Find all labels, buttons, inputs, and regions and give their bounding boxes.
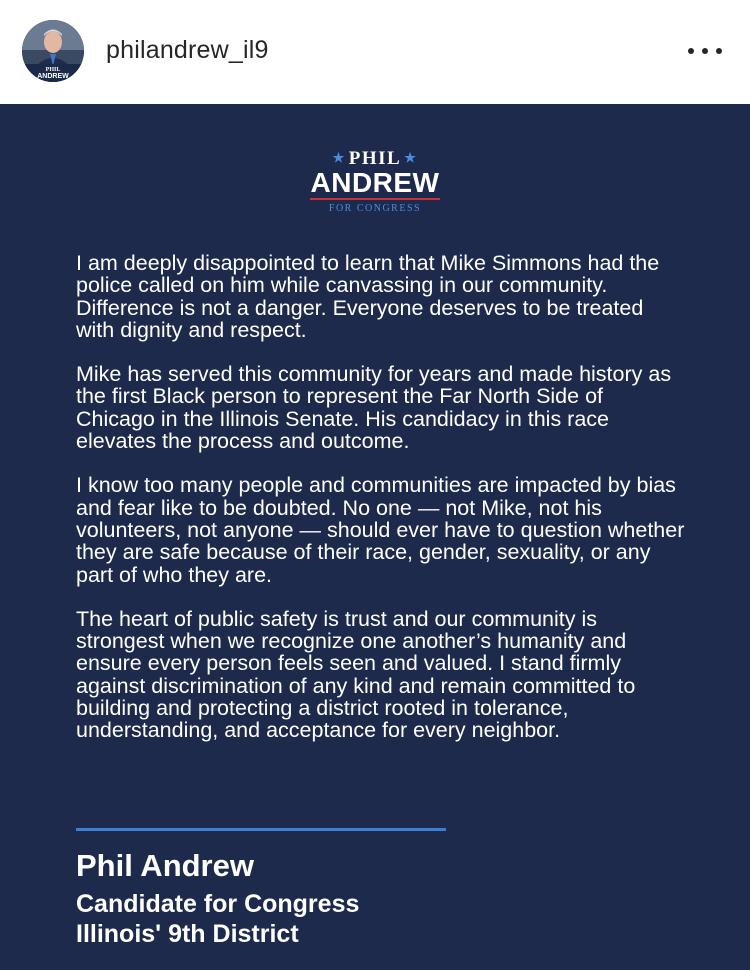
statement-body xyxy=(76,252,686,764)
avatar-photo-icon xyxy=(22,20,84,82)
avatar[interactable] xyxy=(22,20,84,82)
more-dot xyxy=(688,48,694,54)
statement-paragraph: Mike has served this community for years and made history as the first Black person to represent the Far North Side of Chicago in the Illinois Senate. His candidacy in this race elevates the process and outcome. xyxy=(76,362,672,454)
statement-paragraph: I know too many people and communities are impacted by bias and fear like to be doubted. No one — not Mike, not his volunteers, not anyone — should ever have to question whether they are safe because of their race, gender, sexuality, or any part of who they are. xyxy=(76,473,685,587)
signature-district: Illinois' 9th District xyxy=(76,920,299,948)
statement-paragraph: The heart of public safety is trust and our community is strongest when we recognize one another’s humanity and ensure every person feels seen and valued. I stand firmly against discrimination of any kind and remain committed to building and protecting a district rooted in tolerance, understanding, and acceptance for every neighbor. xyxy=(76,606,636,743)
logo-top-line xyxy=(0,148,750,169)
more-dot xyxy=(716,48,722,54)
campaign-logo xyxy=(0,148,750,215)
logo-rule xyxy=(310,198,440,200)
username[interactable]: philandrew_il9 xyxy=(106,36,269,64)
logo-top-text: PHIL xyxy=(348,148,402,169)
more-options-icon[interactable] xyxy=(688,40,722,62)
signature-name: Phil Andrew xyxy=(76,848,254,883)
signature-title: Candidate for Congress xyxy=(76,890,360,918)
star-icon: ★ xyxy=(332,150,346,165)
post-header xyxy=(0,0,750,104)
logo-sub-text: FOR CONGRESS xyxy=(328,203,422,214)
more-dot xyxy=(702,48,708,54)
avatar-badge-main: ANDREW xyxy=(37,73,69,80)
logo-main-text: ANDREW xyxy=(310,167,440,198)
signature-divider xyxy=(76,828,446,831)
star-icon: ★ xyxy=(404,150,418,165)
statement-paragraph: I am deeply disappointed to learn that Mike Simmons had the police called on him while canvassing in our community. Difference is not a danger. Everyone deserves to be treated with dignity and respect. xyxy=(76,251,660,342)
avatar-badge-top: PHIL xyxy=(45,67,61,73)
post-image[interactable] xyxy=(0,104,750,970)
